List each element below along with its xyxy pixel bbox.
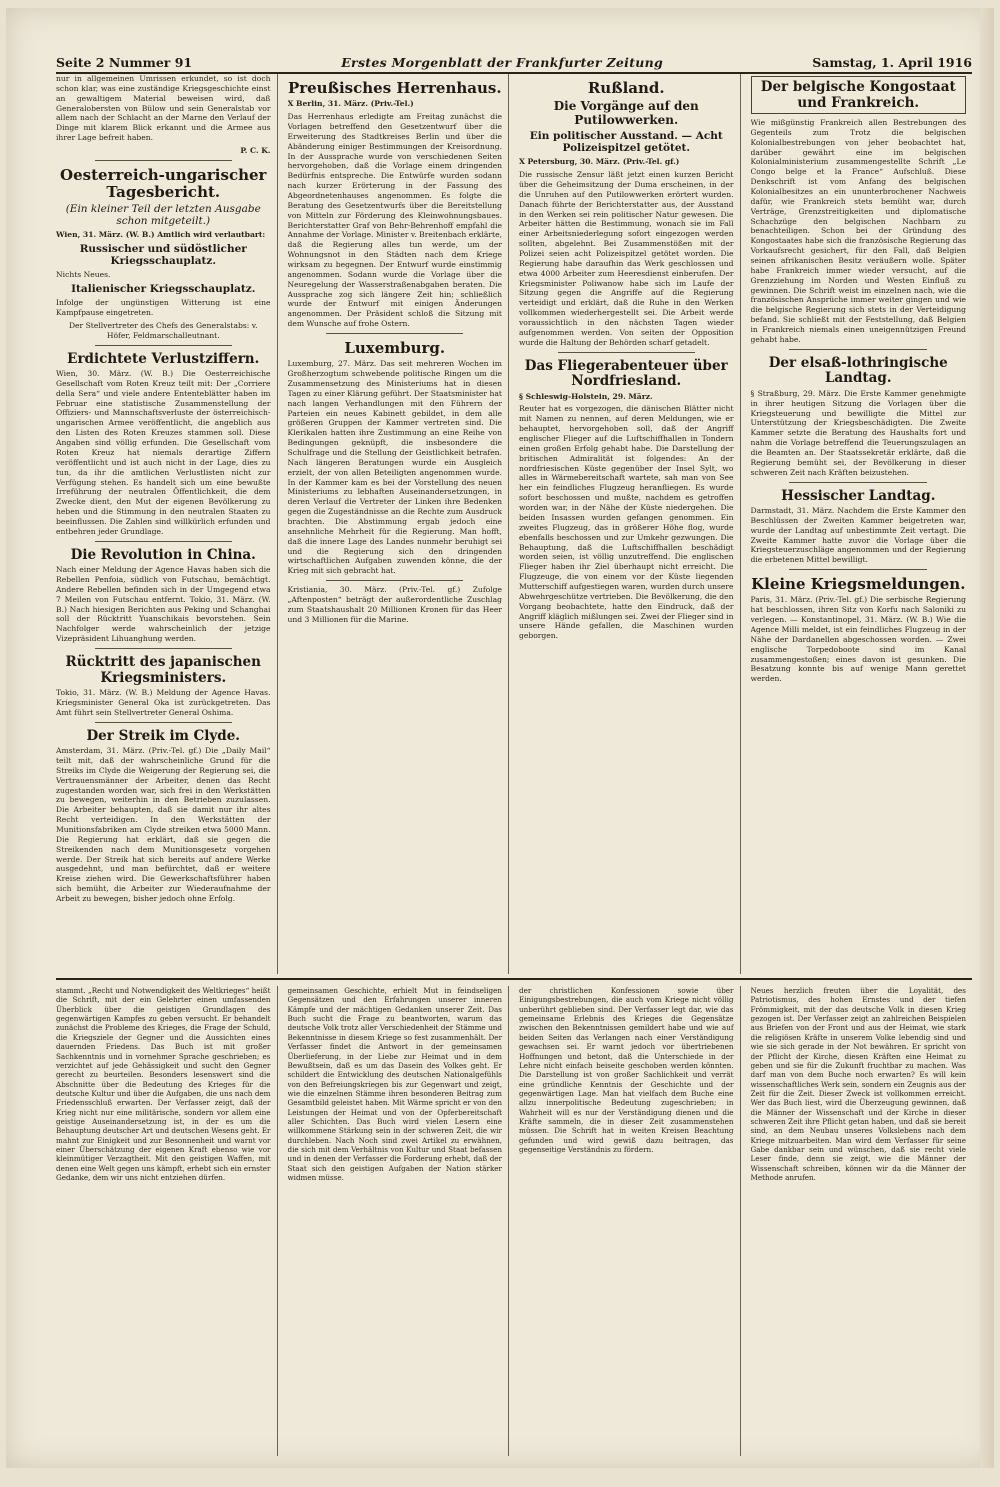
divider: [95, 160, 232, 161]
headline-elsass: Der elsaß-lothringische Landtag.: [768, 354, 948, 387]
divider: [789, 569, 927, 570]
headline-kriegsmeldungen: Kleine Kriegsmeldungen.: [751, 575, 966, 594]
text-kongo: Wie mißgünstig Frankreich allen Bestrebungen des Gegenteils zum Trotz die belgischen Kolonialbestrebungen von jeher beobachtet hat, darüber gewährt eine im belgischen Kolonialministerium zusammengestellte Schrift „Le Congo belge et la France“ Aufschluß. Diese Denkschrift ist vom Anfang des belgischen Kolonialbesitzes an ein ununterbrochener Nachweis dafür, wie Frankreich stets bemüht war, durch Verträge, Grenzstreitigkeiten und diplomatische Schachzüge den belgischen Nachbarn zu benachteiligen. Schon bei der Gründung des Kongostaates habe sich die französische Regierung das Vorkaufsrecht gesichert, für den Fall, daß Belgien seinen afrikanischen Besitz veräußern wolle. Später habe Frankreich immer wieder versucht, auf die Grenzziehung im Norden und Westen Einfluß zu gewinnen. Die Schrift weist im einzelnen nach, wie die französischen Ansprüche immer weiter gingen und wie die belgische Regierung sich stets in der Verteidigung befand. Sie schließt mit der Feststellung, daß Belgien in Frankreich niemals einen uneigennützigen Freund gehabt habe.: [750, 118, 966, 344]
text-russia: Die russische Zensur läßt jetzt einen kurzen Bericht über die Geheimsitzung der Duma erscheinen, in der die Unruhen auf den Putilowwerken erörtert wurden. Danach führte der Berichterstatter aus, der Ausstand in den Werken sei rein politischer Natur gewesen. Die Arbeiter hätten die Bestimmung, wonach sie im Fall einer Arbeitsniederlegung sofort eingezogen werden sollten, abgelehnt. Bei Zusammenstößen mit der Polizei seien acht Polizeispitzel getötet worden. Die Regierung habe daraufhin das Werk geschlossen und etwa 4000 Arbeiter zum Heeresdienst einberufen. Der Kriegsminister Poliwanow habe sich im Laufe der Sitzung gegen die Angriffe auf die Regierung verteidigt und erklärt, daß die Ruhe in den Werken vollkommen wiederhergestellt sei. Die Arbeit werde voraussichtlich in den nächsten Tagen wieder aufgenommen werden. Von seiten der Opposition wurde die Haltung der Behörden scharf getadelt.: [519, 170, 734, 347]
headline-austria: Oesterreich-ungarischer Tagesbericht.: [60, 165, 267, 202]
column-2: [288, 74, 510, 974]
feuilleton-text-4: Neues herzlich freuten über die Loyalität, des Patriotismus, des hohen Ernstes und der tiefen Frömmigkeit, mit der das deutsche Volk in diesen Krieg gezogen ist. Der Verfasser zeigt an zahlreichen Beispielen aus Briefen von der Front und aus der Heimat, wie stark die religiösen Kräfte in unserem Volke lebendig sind und wie sie sich gerade in der Not bewähren. Er spricht von der Pflicht der Kirche, diesen Kräften eine Heimat zu geben und sie für die Zukunft fruchtbar zu machen. Was darf man von dem Buche noch erwarten? Es will kein wissenschaftliches Werk sein, sondern ein Zeugnis aus der Zeit für die Zeit. Dieser Zweck ist vollkommen erreicht. Wer das Buch liest, wird die Überzeugung gewinnen, daß die Männer der Wissenschaft und der Kirche in dieser schweren Zeit ihre Pflicht getan haben, und daß sie bereit sind, an dem Neubau unseres Volkslebens nach dem Kriege mitzuarbeiten. Man wird dem Verfasser für seine Gabe dankbar sein und wünschen, daß sie recht viele Leser finde, denn sie zeigt, wie die Männer der Wissenschaft schreiben, können wir da die Männer der Methode anrufen.: [750, 986, 966, 1183]
issue-date: Samstag, 1. April 1916: [812, 55, 972, 70]
feuilleton-text-1: stammt. „Recht und Notwendigkeit des Weltkrieges“ heißt die Schrift, mit der ein Gelehrter einen umfassenden Überblick über die geistigen Grundlagen des gegenwärtigen Kampfes zu geben versucht. Er behandelt zunächst die Probleme des Krieges, die Frage der Schuld, die Kriegsziele der Gegner und die Aussichten eines dauernden Friedens. Das Buch ist mit großer Sachkenntnis und in vornehmer Sprache geschrieben; es verzichtet auf jede Gehässigkeit und sucht den Gegner gerecht zu beurteilen. Besonders lesenswert sind die Abschnitte über die Bedeutung des Krieges für die deutsche Kultur und über die Aufgaben, die uns nach dem Friedensschluß erwarten. Der Verfasser zeigt, daß der Krieg nicht nur eine militärische, sondern vor allem eine geistige Auseinandersetzung ist, in der es um die Behauptung deutscher Art und deutschen Wesens geht. Er mahnt zur Einigkeit und zur Besonnenheit und warnt vor einer Überschätzung der eigenen Kraft ebenso wie vor kleinmütiger Verzagtheit. Mit den geistigen Waffen, mit denen eine Welt gegen uns kämpft, erhebt sich ein ernster Gedanke, dem wir uns nicht entziehen dürfen.: [56, 986, 271, 1183]
newspaper-title: Erstes Morgenblatt der Frankfurter Zeitung: [341, 55, 664, 70]
text-kriegsmeldungen: Paris, 31. März. (Priv.-Tel. gf.) Die serbische Regierung hat beschlossen, ihren Sitz von Korfu nach Saloniki zu verlegen. — Konstantinopel, 31. März. (W. B.) Wie die Agence Milli meldet, ist ein feindliches Flugzeug in der Nähe der Dardanellen abgeschossen worden. — Zwei englische Torpedoboote sind im Kanal zusammengestoßen; eines davon ist gesunken. Die Besatzung konnte bis auf wenige Mann gerettet werden.: [750, 595, 966, 684]
headline-japan: Rücktritt des japanischen Kriegsministers.: [65, 654, 261, 686]
text-herrenhaus: Das Herrenhaus erledigte am Freitag zunächst die Vorlagen betreffend den Gesetzentwurf über die Erweiterung des Stadtkreises Berlin und über die Abänderung einiger Bestimmungen der Kreisordnung. In der Aussprache wurde von verschiedenen Seiten hervorgehoben, daß die Vorlage einem dringenden Bedürfnis entspreche. Die Entwürfe wurden sodann nach kurzer Erörterung in der Fassung des Abgeordnetenhauses angenommen. Es folgte die Beratung des Gesetzentwurfs über die Bereitstellung von Mitteln zur Förderung des Kleinwohnungsbaues. Berichterstatter Graf von Behr-Behrenhoff empfahl die Annahme der Vorlage. Minister v. Breitenbach erklärte, daß die Regierung alles tun werde, um der Wohnungsnot in den Städten nach dem Kriege wirksam zu begegnen. Der Entwurf wurde einstimmig angenommen. Sodann wurde die Vorlage über die Neuregelung der Wasserstraßenabgaben beraten. Die Aussprache zog sich längere Zeit hin; schließlich wurde der Entwurf mit einigen Änderungen angenommen. Der Präsident schloß die Sitzung mit dem Wunsche auf frohe Ostern.: [287, 112, 502, 329]
headline-luxemburg: Luxemburg.: [344, 339, 446, 358]
feuilleton-column-4: [751, 986, 973, 1456]
subhead-putilow: Die Vorgänge auf den Putilowwerken.: [553, 99, 699, 128]
text-china: Nach einer Meldung der Agence Havas haben sich die Rebellen Penfoia, südlich von Futschau, bemächtigt. Andere Rebellen befinden sich in der Umgegend etwa 7 Meilen von Futschau entfernt. Tokio, 31. März. (W. B.) Nach hiesigen Berichten aus Peking und Schanghai soll der Rücktritt Yuanschikais bevorstehen. Sein Nachfolger werde wahrscheinlich der jetzige Vizepräsident Lihuanghung werden.: [56, 565, 271, 644]
text-elsass: § Straßburg, 29. März. Die Erste Kammer genehmigte in ihrer heutigen Sitzung die Vorlagen über die Kriegsteuerung und bewilligte die Mittel zur Unterstützung der Kriegsbeschädigten. Die Zweite Kammer setzte die Beratung des Haushalts fort und nahm die Vorlage betreffend die Teuerungszulagen an die Beamten an. Der Staatssekretär erklärte, daß die Regierung bemüht sei, der Bevölkerung in dieser schweren Zeit nach Kräften beizustehen.: [750, 388, 966, 477]
section-italian-front: Italienischer Kriegsschauplatz.: [71, 283, 256, 296]
headline-herrenhaus: Preußisches Herrenhaus.: [287, 79, 502, 97]
text-japan: Tokio, 31. März. (W. B.) Meldung der Agence Havas. Kriegsminister General Oka ist zurückgetreten. Das Amt führt sein Stellvertreter General Oshima.: [56, 688, 271, 717]
text-kristiania: Kristiania, 30. März. (Priv.-Tel. gf.) Zufolge „Aftenposten“ beträgt der außerordentliche Zuschlag zum Staatshaushalt 20 Millionen Kronen für das Heer und 3 Millionen für die Marine.: [287, 585, 502, 624]
signature-austria: Der Stellvertreter des Chefs des Generalstabs: v. Höfer, Feldmarschalleutnant.: [68, 320, 258, 340]
headline-clyde: Der Streik im Clyde.: [86, 727, 241, 744]
feuilleton-column-3: [519, 986, 741, 1456]
headline-flieger: Das Fliegerabenteuer über Nordfriesland.: [524, 357, 728, 390]
masthead: [56, 48, 972, 74]
headline-kongo: Der belgische Kongostaat und Frankreich.: [751, 76, 967, 114]
newspaper-page: [6, 8, 994, 1468]
headline-losses: Erdichtete Verlustziffern.: [67, 350, 260, 367]
divider: [95, 648, 232, 649]
subhead-austria: (Ein kleiner Teil der letzten Ausgabe schon mitgeteilt.): [65, 203, 261, 228]
divider: [789, 349, 927, 350]
dateline-petersburg: X Petersburg, 30. März. (Priv.-Tel. gf.): [519, 157, 680, 167]
divider: [558, 352, 695, 353]
article-intro: nur in allgemeinen Umrissen erkundet, so ist doch schon klar, was eine zuständige Kriegsgeschichte einst an gewaltigem Material beweisen wird, daß Generalobersten von Bülow und sein Generalstab vor allem nach der Schlacht an der Marne den Verlauf der Dinge mit klarem Blick erkannt und die Armee aus ihrer Lage befreit haben.: [56, 74, 271, 143]
subhead-strike: Ein politischer Ausstand. — Acht Polizeispitzel getötet.: [529, 130, 723, 155]
text-losses: Wien, 30. März. (W. B.) Die Oesterreichische Gesellschaft vom Roten Kreuz teilt mit: Der „Corriere della Sera“ und viele andere Ententeblätter haben im Februar eine statistische Zusammenstellung der Offiziers- und Mannschaftsverluste der österreichisch-ungarischen Armee veröffentlicht, die angeblich aus den Listen des Roten Kreuzes stammen soll. Diese Angaben sind völlig erfunden. Die Gesellschaft vom Roten Kreuz hat niemals derartige Ziffern veröffentlicht und ist auch nicht in der Lage, dies zu tun, da ihr die amtlichen Verlustlisten nicht zur Verfügung stehen. Es handelt sich um eine bewußte Irreführung der neutralen Öffentlichkeit, die dem Zwecke dient, den Mut der eigenen Bevölkerung zu heben und die Stimmung in den neutralen Staaten zu beeinflussen. Die Zahlen sind willkürlich erfunden und entbehren jeder Grundlage.: [56, 369, 271, 536]
headline-china: Die Revolution in China.: [70, 546, 256, 563]
page-edge: [980, 8, 994, 1468]
column-1: [56, 74, 278, 974]
column-3: [519, 74, 741, 974]
dateline-herrenhaus: X Berlin, 31. März. (Priv.-Tel.): [287, 99, 414, 109]
dateline-schleswig: § Schleswig-Holstein, 29. März.: [519, 391, 653, 401]
feuilleton-text-2: gemeinsamen Geschichte, erhielt Mut in feindseligen Gegensätzen und den Erfahrungen unserer inneren Kämpfe und der mächtigen Gedanken unserer Zeit. Das Buch sucht die Frage zu beantworten, warum das deutsche Volk trotz aller Verschiedenheit der Stämme und Bekenntnisse in diesem Kriege so fest zusammenhält. Der Verfasser findet die Antwort in der gemeinsamen Überlieferung, in der Liebe zur Heimat und in dem Bewußtsein, daß es um das Dasein des Volkes geht. Er schildert die Entwicklung des deutschen Nationalgefühls von den Befreiungskriegen bis zur Gegenwart und zeigt, wie die einzelnen Stämme ihren besonderen Beitrag zum Gesamtbild geleistet haben. Mit Wärme spricht er von den Leistungen der Heimat und von der Opferbereitschaft aller Schichten. Das Buch wird vielen Lesern eine willkommene Stärkung sein in der schweren Zeit, die wir durchleben. Nach Noch sind zwei Artikel zu erwähnen, die sich mit dem Verhältnis von Kultur und Staat befassen und in denen der Verfasser die Forderung erhebt, daß der Staat sich den geistigen Aufgaben der Nation stärker widmen müsse.: [287, 986, 502, 1183]
feuilleton-column-1: [56, 986, 278, 1456]
dateline-austria: Wien, 31. März. (W. B.) Amtlich wird verlautbart:: [56, 230, 266, 240]
feuilleton-text-3: der christlichen Konfessionen sowie über Einigungsbestrebungen, die auch vom Kriege nicht völlig unberührt geblieben sind. Der Verfasser legt dar, wie das gemeinsame Erlebnis des Krieges die Gegensätze zwischen den Bekenntnissen gemildert habe und wie auf beiden Seiten das Verlangen nach einer Verständigung gewachsen sei. Er warnt jedoch vor übertriebenen Hoffnungen und betont, daß die Unterschiede in der Lehre nicht einfach beiseite geschoben werden könnten. Die Darstellung ist von großer Sachlichkeit und verrät eine gründliche Kenntnis der Geschichte und der gegenwärtigen Lage. Man hat vielfach dem Buche eine allzu innerpolitische Bedeutung zugeschrieben; in Wahrheit will es nur der Verständigung dienen und die Kräfte sammeln, die in dieser Zeit zusammenstehen müssen. Die Schrift hat in weiten Kreisen Beachtung gefunden und wird gewiß dazu beitragen, das gegenseitige Verständnis zu fördern.: [519, 986, 734, 1155]
text-flieger: Reuter hat es vorgezogen, die dänischen Blätter nicht mit Namen zu nennen, auf deren Meldungen, wie er behauptet, hervorgehoben soll, daß der Angriff englischer Flieger auf die Luftschiffhallen in Tondern einen großen Erfolg gehabt habe. Die Darstellung der britischen Admiralität ist folgendes: An der nordfriesischen Küste gegenüber der Insel Sylt, wo alles in Wärmebereitschaft wartete, sah man von See her ein feindliches Flugzeug heranfliegen. Es wurde sofort beschossen und mußte, nachdem es getroffen worden war, in der Nähe der Küste niedergehen. Die beiden Insassen wurden gefangen genommen. Ein zweites Flugzeug, das in größerer Höhe flog, wurde ebenfalls beschossen und zur Umkehr gezwungen. Die Behauptung, daß die Luftschiffhallen beschädigt worden seien, ist völlig unzutreffend. Die englischen Flieger haben ihr Ziel überhaupt nicht erreicht. Die Flugzeuge, die von einem vor der Küste liegenden Mutterschiff aufgestiegen waren, wurden durch unsere Abwehrgeschütze vertrieben. Die Bevölkerung, die den Vorgang beobachtete, hatte den Eindruck, daß der Angriff kläglich mißlungen sei. Zwei der Flieger sind in unsere Hände gefallen, die Maschinen wurden geborgen.: [519, 404, 734, 641]
headline-hessen: Hessischer Landtag.: [781, 487, 936, 504]
page-number: Seite 2 Nummer 91: [56, 55, 193, 70]
divider: [95, 541, 232, 542]
text-clyde: Amsterdam, 31. März. (Priv.-Tel. gf.) Die „Daily Mail“ teilt mit, daß der wahrscheinliche Grund für die Streiks im Clyde die Weigerung der Regierung sei, die Vertrauensmänner der Arbeiter, denen das Recht zugestanden worden war, sich frei in den Werkstätten zu bewegen, weiterhin in den Betrieben zuzulassen. Die Arbeiter behaupten, daß sie damit nur ihr altes Recht verteidigen. In den Werkstätten der Munitionsfabriken am Clyde streiken etwa 5000 Mann. Die Regierung hat erklärt, daß sie gegen die Streikenden nach dem Munitionsgesetz vorgehen werde. Der Streik hat sich bereits auf andere Werke ausgedehnt, und man befürchtet, daß er weitere Kreise ziehen wird. Die Gewerkschaftsführer haben sich bemüht, die Arbeiter zur Wiederaufnahme der Arbeit zu bewegen, bisher jedoch ohne Erfolg.: [56, 746, 271, 904]
text-russian-front: Nichts Neues.: [56, 270, 111, 280]
divider: [95, 722, 232, 723]
feuilleton-column-2: [288, 986, 510, 1456]
divider: [326, 333, 463, 334]
section-russian-front: Russischer und südöstlicher Kriegsschauplatz.: [79, 243, 247, 268]
text-italian-front: Infolge der ungünstigen Witterung ist eine Kampfpause eingetreten.: [56, 298, 271, 317]
upper-section: [56, 74, 972, 974]
divider: [326, 580, 463, 581]
divider: [789, 482, 927, 483]
column-4: [751, 74, 973, 974]
feuilleton-section: [56, 978, 972, 1456]
article-sign: P. C. K.: [240, 146, 271, 156]
text-hessen: Darmstadt, 31. März. Nachdem die Erste Kammer den Beschlüssen der Zweiten Kammer beigetreten war, wurde der Landtag auf unbestimmte Zeit vertagt. Die Zweite Kammer hatte zuvor die Vorlage über die Kriegsteuerzuschläge angenommen und der Regierung die erbetenen Mittel bewilligt.: [750, 506, 966, 565]
text-luxemburg: Luxemburg, 27. März. Das seit mehreren Wochen im Großherzogtum schwebende politische Ringen um die Zusammensetzung des Ministeriums hat in diesen Tagen zu einer Klärung geführt. Der Staatsminister hat nach langen Verhandlungen mit den Führern der Parteien ein neues Kabinett gebildet, in dem alle größeren Gruppen der Kammer vertreten sind. Die Klerikalen hatten ihre Zustimmung an eine Reihe von Bedingungen geknüpft, die insbesondere die Schulfrage und die Stellung der Geistlichkeit betrafen. Nach längeren Beratungen wurde ein Ausgleich erzielt, der von allen Beteiligten angenommen wurde. In der Kammer kam es bei der Vorstellung des neuen Ministeriums zu lebhaften Auseinandersetzungen, in deren Verlauf die Vertreter der Linken ihre Bedenken gegen die Zugeständnisse an die Rechte zum Ausdruck brachten. Die Abstimmung ergab jedoch eine ansehnliche Mehrheit für die Regierung. Man hofft, daß die innere Lage des Landes nunmehr beruhigt sei und die Regierung sich den dringenden wirtschaftlichen Aufgaben zuwenden könne, die der Krieg mit sich gebracht hat.: [287, 359, 502, 576]
divider: [95, 345, 232, 346]
headline-russia: Rußland.: [587, 79, 665, 97]
